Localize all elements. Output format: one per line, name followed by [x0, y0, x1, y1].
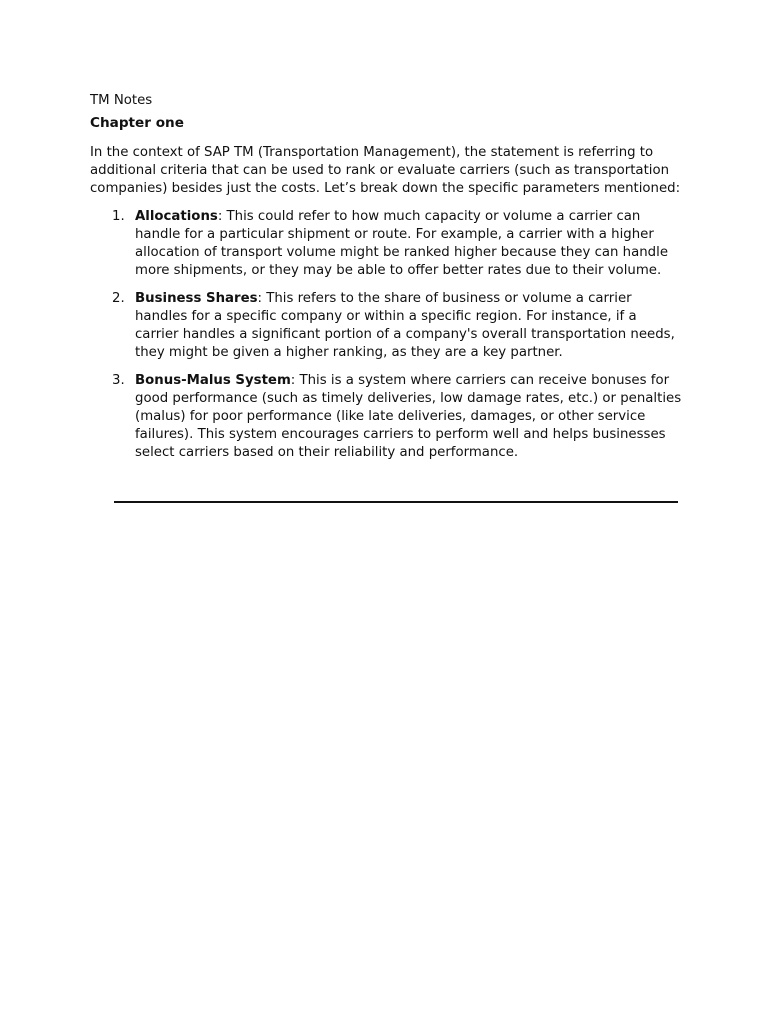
intro-paragraph: In the context of SAP TM (Transportation Management), the statement is referring to additional criteria that can be used to rank or evaluate carriers (such as transportation companies) besides just the costs. Let’s break down the specific parameters mentioned:	[90, 145, 681, 196]
list-item-text: : This refers to the share of business or volume a carrier handles for a specific company or within a specific region. For instance, if a carrier handles a significant portion of a company's overall transportation needs, they might be given a higher ranking, as they are a key partner.	[135, 291, 675, 360]
list-item-term: Allocations	[135, 209, 218, 224]
list-item	[90, 208, 682, 280]
list-item-number: 1.	[112, 209, 125, 224]
document-page	[90, 92, 682, 472]
list-item-term: Business Shares	[135, 291, 258, 306]
list-item-text: : This could refer to how much capacity or volume a carrier can handle for a particular shipment or route. For example, a carrier with a higher allocation of transport volume might be ranked higher because they can handle more shipments, or they may be able to offer better rates due to their volume.	[135, 209, 668, 278]
list-item-text: : This is a system where carriers can receive bonuses for good performance (such as timely deliveries, low damage rates, etc.) or penalties (malus) for poor performance (like late deliveries, damages, or other service failures). This system encourages carriers to perform well and helps businesses select carriers based on their reliability and performance.	[135, 373, 682, 460]
document-header: TM Notes	[90, 93, 153, 108]
criteria-list	[90, 208, 682, 462]
list-item	[90, 372, 682, 462]
list-item-number: 2.	[112, 291, 125, 306]
list-item	[90, 290, 682, 362]
list-item-number: 3.	[112, 373, 125, 388]
chapter-title: Chapter one	[90, 115, 184, 131]
horizontal-rule	[114, 501, 678, 503]
list-item-term: Bonus-Malus System	[135, 373, 291, 388]
